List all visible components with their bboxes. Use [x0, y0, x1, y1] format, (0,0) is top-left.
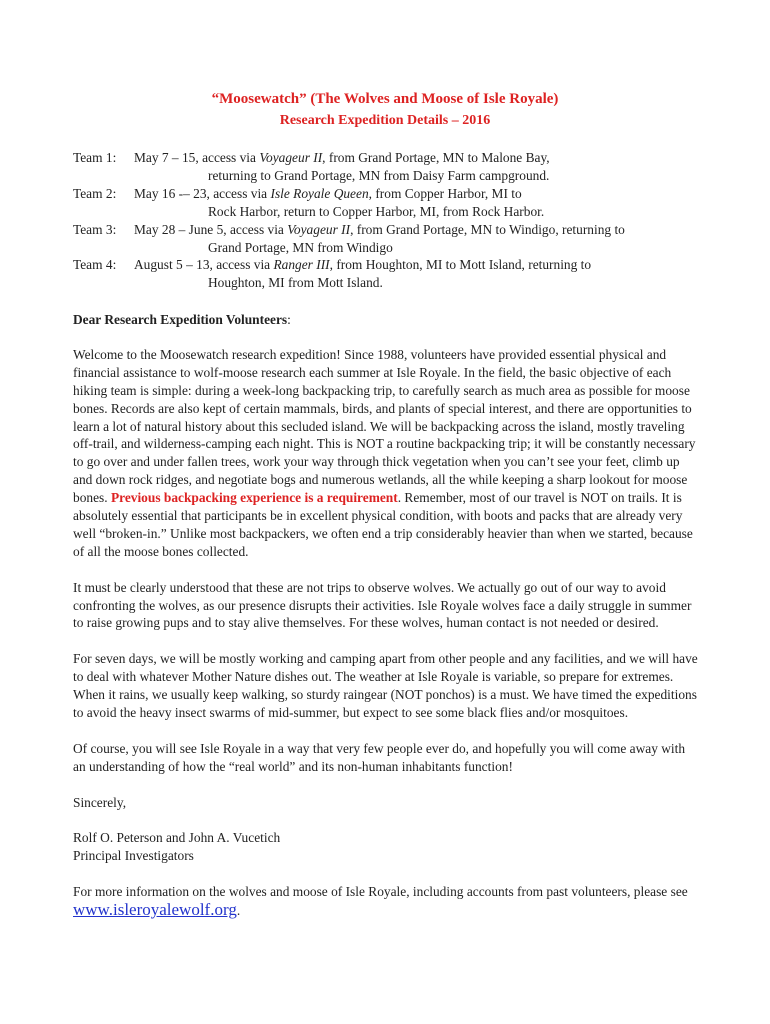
page-title: “Moosewatch” (The Wolves and Moose of Isle Royale)	[211, 91, 559, 107]
team-route-continued: Rock Harbor, return to Copper Harbor, MI, from Rock Harbor.	[208, 203, 545, 219]
website-link[interactable]: www.isleroyalewolf.org	[73, 899, 237, 919]
team-dates: August 5 – 13, access via	[134, 257, 274, 273]
closing-salutation: Sincerely,	[73, 794, 127, 810]
team-entry	[73, 149, 723, 185]
team-route: , from Grand Portage, MN to Malone Bay,	[322, 150, 550, 165]
salutation-text: Dear Research Expedition Volunteers	[73, 312, 288, 327]
team-route-continued: Houghton, MI from Mott Island.	[208, 275, 383, 291]
more-info-period: .	[236, 902, 241, 918]
team-route: , from Copper Harbor, MI to	[368, 185, 522, 201]
team-dates: May 28 – June 5, access via	[134, 221, 288, 237]
intro-text: Welcome to the Moosewatch research expedition! Since 1988, volunteers have provided essential physical and financial assistance to wolf-moose research each summer at Isle Royale. In the field, the basic objective of each hiking team is simple: during a week-long backpacking trip, to carefully search as much area as possible for moose bones. Records are also kept of certain mammals, birds, and plants of special interest, and there are opportunities to learn a lot of natural history about this secluded island. We will be backpacking across the island, mostly traveling off-trail, and wilderness-camping each night. This is NOT a routine backpacking trip; it will be constantly necessary to go over and under fallen trees, work your way through thick vegetation when you can’t see your feet, climb up and down rock ridges, and negotiate bogs and numerous wetlands, all the while keeping a sharp lookout for moose bones.	[73, 346, 696, 506]
team-entry	[73, 256, 723, 292]
team-schedule	[73, 149, 723, 292]
team-route-continued: returning to Grand Portage, MN from Daisy Farm campground.	[208, 167, 550, 183]
team-route-continued: Grand Portage, MN from Windigo	[208, 239, 393, 255]
requirement-highlight: Previous backpacking experience is a requirement	[110, 490, 398, 506]
team-entry	[73, 185, 723, 221]
letter-body	[73, 311, 701, 938]
more-info-text: For more information on the wolves and moose of Isle Royale, including accounts from past volunteers, please see	[73, 884, 688, 899]
team-dates: May 7 – 15, access via	[134, 150, 260, 165]
signers: Rolf O. Peterson and John A. Vucetich	[73, 830, 281, 846]
paragraph-closing: Of course, you will see Isle Royale in a way that very few people ever do, and hopefully you will come away with an understanding of how the “real world” and its non-human inhabitants function!	[73, 740, 686, 774]
paragraph-wolves: It must be clearly understood that these are not trips to observe wolves. We actually go out of our way to avoid confronting the wolves, as our presence disrupts their activities. Isle Royale wolves face a daily struggle in summer to raise growing pups and to stay alive themselves. For these wolves, human contact is not needed or desired.	[73, 579, 692, 631]
team-vessel: Voyageur II	[287, 221, 351, 237]
team-entry	[73, 221, 723, 257]
team-route: , from Houghton, MI to Mott Island, returning to	[329, 257, 592, 273]
intro-text-continued: . Remember, most of our travel is NOT on trails. It is absolutely essential that participants be in excellent physical condition, with boots and packs that are already very well “broken-in.” Unlike most backpackers, we often end a trip considerably heavier than when we started, because of all the moose bones collected.	[73, 490, 693, 559]
team-label: Team 2:	[73, 185, 117, 201]
more-info	[73, 883, 701, 920]
paragraph-conditions: For seven days, we will be mostly working and camping apart from other people and any facilities, and we will have to deal with whatever Mother Nature dishes out. The weather at Isle Royale is variable, so prepare for extremes. When it rains, we usually keep walking, so sturdy raingear (NOT ponchos) is a must. We have timed the expeditions to avoid the heavy insect swarms of mid-summer, but expect to see some black flies and/or mosquitoes.	[73, 651, 698, 720]
team-route: , from Grand Portage, MN to Windigo, returning to	[350, 221, 625, 237]
team-vessel: Ranger III	[273, 257, 330, 273]
signature-block	[73, 829, 701, 865]
salutation-colon: :	[287, 312, 291, 327]
team-label: Team 3:	[73, 221, 117, 237]
team-label: Team 1:	[73, 150, 117, 165]
team-vessel: Isle Royale Queen	[270, 185, 369, 201]
signer-title: Principal Investigators	[73, 848, 194, 864]
team-vessel: Voyageur II	[259, 150, 323, 165]
page-subtitle: Research Expedition Details – 2016	[279, 113, 491, 128]
salutation	[73, 311, 701, 329]
paragraph-intro	[73, 346, 701, 561]
team-label: Team 4:	[73, 257, 117, 273]
team-dates: May 16 -– 23, access via	[134, 185, 271, 201]
